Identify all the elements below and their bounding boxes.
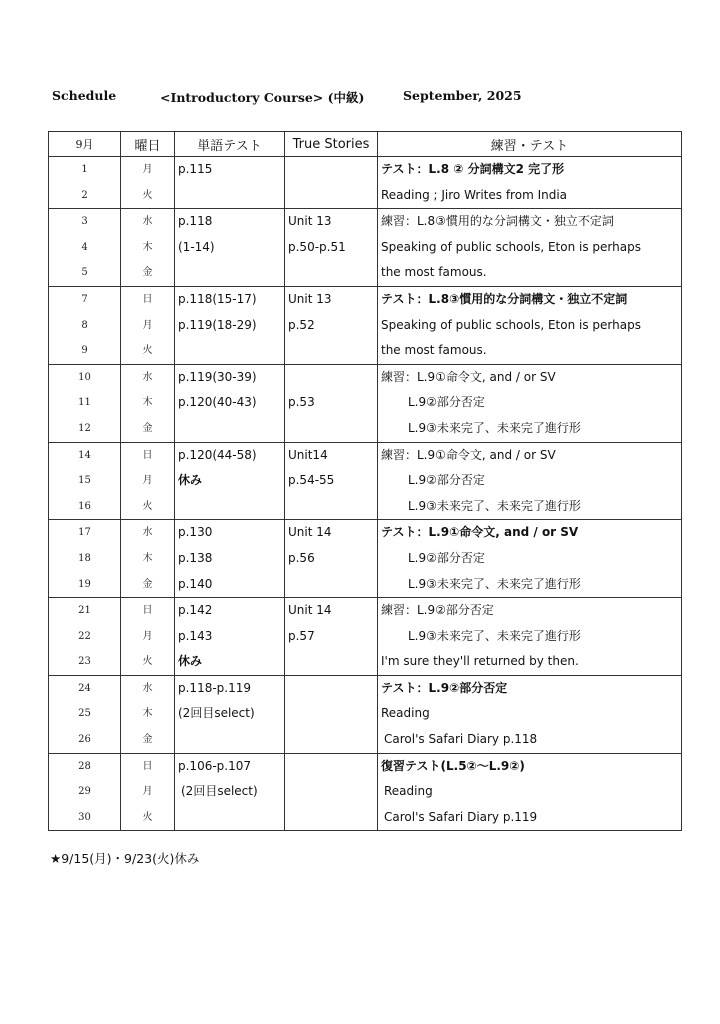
day-line: 28 — [78, 760, 91, 772]
day-line: 18 — [78, 552, 91, 564]
day-line: 15 — [78, 475, 91, 487]
practice-test-line: Speaking of public schools, Eton is perhaps — [381, 317, 641, 332]
word-test-line: p.118 — [178, 214, 213, 229]
cell-word-test — [175, 753, 285, 831]
practice-test-line: 練習：L.9①命令文, and / or SV — [381, 369, 556, 384]
true-stories-line — [285, 494, 377, 520]
cell-day — [49, 364, 121, 442]
month-label: September, 2025 — [403, 88, 522, 103]
cell-weekday — [121, 286, 175, 364]
weekday-line: 金 — [142, 734, 153, 746]
word-test-line — [175, 805, 284, 831]
weekday-line: 日 — [142, 605, 153, 617]
schedule-table — [48, 131, 682, 831]
cell-practice-test — [378, 753, 682, 831]
practice-test-line: L.9②部分否定 — [408, 473, 485, 488]
true-stories-line: p.54-55 — [288, 473, 335, 488]
true-stories-line — [285, 701, 377, 727]
day-line: 19 — [78, 578, 91, 590]
true-stories-line: Unit 14 — [288, 525, 332, 540]
col-header-word-test: 単語テスト — [175, 132, 285, 157]
weekday-line: 月 — [142, 164, 153, 175]
true-stories-line: Unit 13 — [288, 291, 332, 306]
day-line: 4 — [81, 241, 88, 253]
table-row — [49, 753, 682, 831]
schedule-body — [49, 157, 682, 831]
practice-test-line: テスト：L.8③慣用的な分詞構文・独立不定詞 — [381, 291, 628, 306]
weekday-line: 金 — [142, 578, 153, 590]
weekday-line: 火 — [142, 189, 153, 201]
day-line: 3 — [81, 216, 88, 228]
word-test-line: p.120(44-58) — [178, 447, 257, 462]
true-stories-line — [285, 805, 377, 831]
cell-true-stories — [285, 598, 378, 676]
practice-test-line: 練習：L.9②部分否定 — [381, 603, 494, 618]
true-stories-line — [285, 365, 377, 391]
cell-day — [49, 753, 121, 831]
day-line: 25 — [78, 708, 91, 720]
word-test-line — [175, 416, 284, 442]
cell-practice-test — [378, 286, 682, 364]
table-row — [49, 675, 682, 753]
practice-test-line: L.9③未来完了、未来完了進行形 — [408, 628, 581, 643]
word-test-line: (2回目select) — [181, 784, 258, 799]
word-test-line: 休み — [178, 654, 203, 669]
course-title: <Introductory Course> (中級) — [160, 90, 365, 105]
cell-practice-test — [378, 598, 682, 676]
practice-test-line: Reading ; Jiro Writes from India — [381, 187, 568, 202]
day-line: 17 — [78, 527, 91, 539]
day-line: 8 — [81, 319, 88, 331]
cell-practice-test — [378, 157, 682, 209]
cell-word-test — [175, 209, 285, 287]
holiday-note: ★9/15(月)・9/23(火)休み — [50, 851, 200, 866]
word-test-line — [175, 727, 284, 753]
true-stories-line: p.57 — [288, 628, 315, 643]
cell-word-test — [175, 442, 285, 520]
weekday-line: 月 — [142, 786, 153, 798]
practice-test-line: Reading — [384, 784, 433, 799]
true-stories-line — [285, 183, 377, 209]
cell-weekday — [121, 753, 175, 831]
true-stories-line — [285, 260, 377, 286]
cell-practice-test — [378, 675, 682, 753]
col-header-true-stories: True Stories — [285, 132, 378, 157]
cell-practice-test — [378, 209, 682, 287]
word-test-line — [175, 260, 284, 286]
day-line: 11 — [78, 397, 91, 409]
word-test-line — [175, 183, 284, 209]
day-line: 29 — [78, 786, 91, 798]
day-line: 2 — [81, 189, 88, 201]
practice-test-line: the most famous. — [381, 265, 487, 280]
true-stories-line: Unit 14 — [288, 603, 332, 618]
cell-weekday — [121, 209, 175, 287]
weekday-line: 水 — [142, 216, 153, 228]
weekday-line: 金 — [142, 422, 153, 434]
word-test-line: 休み — [178, 473, 203, 488]
weekday-line: 火 — [142, 345, 153, 357]
day-line: 24 — [78, 682, 91, 694]
cell-weekday — [121, 598, 175, 676]
word-test-line: p.118-p.119 — [178, 680, 252, 695]
day-line: 10 — [78, 371, 91, 383]
cell-true-stories — [285, 364, 378, 442]
true-stories-line: p.52 — [288, 317, 315, 332]
cell-day — [49, 675, 121, 753]
practice-test-line: テスト：L.9①命令文, and / or SV — [381, 525, 579, 540]
table-row — [49, 157, 682, 209]
cell-true-stories — [285, 209, 378, 287]
cell-true-stories — [285, 675, 378, 753]
practice-test-line: Reading — [381, 706, 430, 721]
weekday-line: 日 — [142, 293, 153, 305]
weekday-line: 木 — [142, 397, 153, 409]
cell-day — [49, 286, 121, 364]
cell-day — [49, 442, 121, 520]
true-stories-line — [285, 649, 377, 675]
true-stories-line — [285, 157, 377, 183]
weekday-line: 金 — [142, 267, 153, 279]
true-stories-line — [285, 338, 377, 364]
cell-true-stories — [285, 286, 378, 364]
cell-true-stories — [285, 157, 378, 209]
table-row — [49, 286, 682, 364]
true-stories-line: p.53 — [288, 395, 315, 410]
cell-word-test — [175, 520, 285, 598]
weekday-line: 水 — [142, 527, 153, 539]
cell-weekday — [121, 364, 175, 442]
day-line: 5 — [81, 267, 88, 279]
day-line: 9 — [81, 345, 88, 357]
cell-practice-test — [378, 364, 682, 442]
practice-test-line: テスト：L.8 ② 分詞構文2 完了形 — [381, 162, 565, 176]
weekday-line: 水 — [142, 682, 153, 694]
day-line: 7 — [81, 293, 88, 305]
schedule-header — [0, 88, 720, 108]
cell-word-test — [175, 598, 285, 676]
word-test-line: p.106-p.107 — [178, 758, 252, 773]
practice-test-line: L.9③未来完了、未来完了進行形 — [408, 576, 581, 591]
cell-word-test — [175, 364, 285, 442]
true-stories-line: Unit 13 — [288, 214, 332, 229]
word-test-line: p.138 — [178, 550, 213, 565]
day-line: 14 — [78, 449, 91, 461]
true-stories-line — [285, 416, 377, 442]
practice-test-line: L.9③未来完了、未来完了進行形 — [408, 498, 581, 513]
true-stories-line: p.50-p.51 — [288, 239, 346, 254]
word-test-line: p.115 — [178, 162, 213, 176]
cell-practice-test — [378, 442, 682, 520]
weekday-line: 月 — [142, 319, 153, 331]
word-test-line: (1-14) — [178, 239, 215, 254]
weekday-line: 火 — [142, 811, 153, 823]
cell-word-test — [175, 286, 285, 364]
cell-true-stories — [285, 442, 378, 520]
cell-word-test — [175, 675, 285, 753]
practice-test-line: I'm sure they'll returned by then. — [381, 654, 579, 669]
cell-day — [49, 209, 121, 287]
cell-weekday — [121, 520, 175, 598]
day-line: 23 — [78, 656, 91, 668]
true-stories-line — [285, 572, 377, 598]
weekday-line: 日 — [142, 760, 153, 772]
table-row — [49, 364, 682, 442]
day-line: 1 — [81, 164, 88, 175]
true-stories-line — [285, 727, 377, 753]
cell-practice-test — [378, 520, 682, 598]
practice-test-line: 練習：L.9①命令文, and / or SV — [381, 447, 556, 462]
weekday-line: 火 — [142, 500, 153, 512]
cell-day — [49, 598, 121, 676]
day-line: 22 — [78, 630, 91, 642]
practice-test-line: L.9②部分否定 — [408, 395, 485, 410]
practice-test-line: L.9②部分否定 — [408, 550, 485, 565]
day-line: 26 — [78, 734, 91, 746]
word-test-line: p.142 — [178, 603, 213, 618]
true-stories-line — [285, 779, 377, 805]
word-test-line: p.118(15-17) — [178, 291, 257, 306]
weekday-line: 木 — [142, 241, 153, 253]
practice-test-line: テスト：L.9②部分否定 — [381, 680, 508, 695]
practice-test-line: 練習：L.8③慣用的な分詞構文・独立不定詞 — [381, 214, 614, 229]
cell-true-stories — [285, 753, 378, 831]
weekday-line: 月 — [142, 475, 153, 487]
word-test-line — [175, 494, 284, 520]
practice-test-line: L.9③未来完了、未来完了進行形 — [408, 420, 581, 435]
cell-weekday — [121, 442, 175, 520]
col-header-weekday: 曜日 — [121, 132, 175, 157]
col-header-practice-test: 練習・テスト — [378, 132, 682, 157]
word-test-line: p.130 — [178, 525, 213, 540]
cell-true-stories — [285, 520, 378, 598]
cell-weekday — [121, 157, 175, 209]
weekday-line: 木 — [142, 552, 153, 564]
weekday-line: 木 — [142, 708, 153, 720]
word-test-line: (2回目select) — [178, 706, 255, 721]
weekday-line: 日 — [142, 449, 153, 461]
practice-test-line: 復習テスト(L.5②～L.9②) — [381, 758, 525, 773]
word-test-line: p.120(40-43) — [178, 395, 257, 410]
weekday-line: 火 — [142, 656, 153, 668]
weekday-line: 月 — [142, 630, 153, 642]
cell-weekday — [121, 675, 175, 753]
word-test-line: p.119(18-29) — [178, 317, 257, 332]
cell-day — [49, 520, 121, 598]
cell-day — [49, 157, 121, 209]
day-line: 16 — [78, 500, 91, 512]
weekday-line: 水 — [142, 371, 153, 383]
word-test-line: p.143 — [178, 628, 213, 643]
true-stories-line — [285, 754, 377, 780]
word-test-line — [175, 338, 284, 364]
day-line: 30 — [78, 811, 91, 823]
header-label: Schedule — [52, 88, 117, 103]
table-row — [49, 598, 682, 676]
day-line: 21 — [78, 605, 91, 617]
day-line: 12 — [78, 422, 91, 434]
col-header-day: 9月 — [49, 132, 121, 157]
true-stories-line: Unit14 — [288, 447, 328, 462]
practice-test-line: Speaking of public schools, Eton is perhaps — [381, 239, 641, 254]
word-test-line: p.140 — [178, 576, 213, 591]
true-stories-line — [285, 676, 377, 702]
practice-test-line: Carol's Safari Diary p.118 — [384, 732, 538, 747]
word-test-line: p.119(30-39) — [178, 369, 257, 384]
table-row — [49, 520, 682, 598]
cell-word-test — [175, 157, 285, 209]
true-stories-line: p.56 — [288, 550, 315, 565]
table-row — [49, 209, 682, 287]
table-row — [49, 442, 682, 520]
practice-test-line: the most famous. — [381, 343, 487, 358]
practice-test-line: Carol's Safari Diary p.119 — [384, 809, 538, 824]
table-header-row — [49, 132, 682, 157]
